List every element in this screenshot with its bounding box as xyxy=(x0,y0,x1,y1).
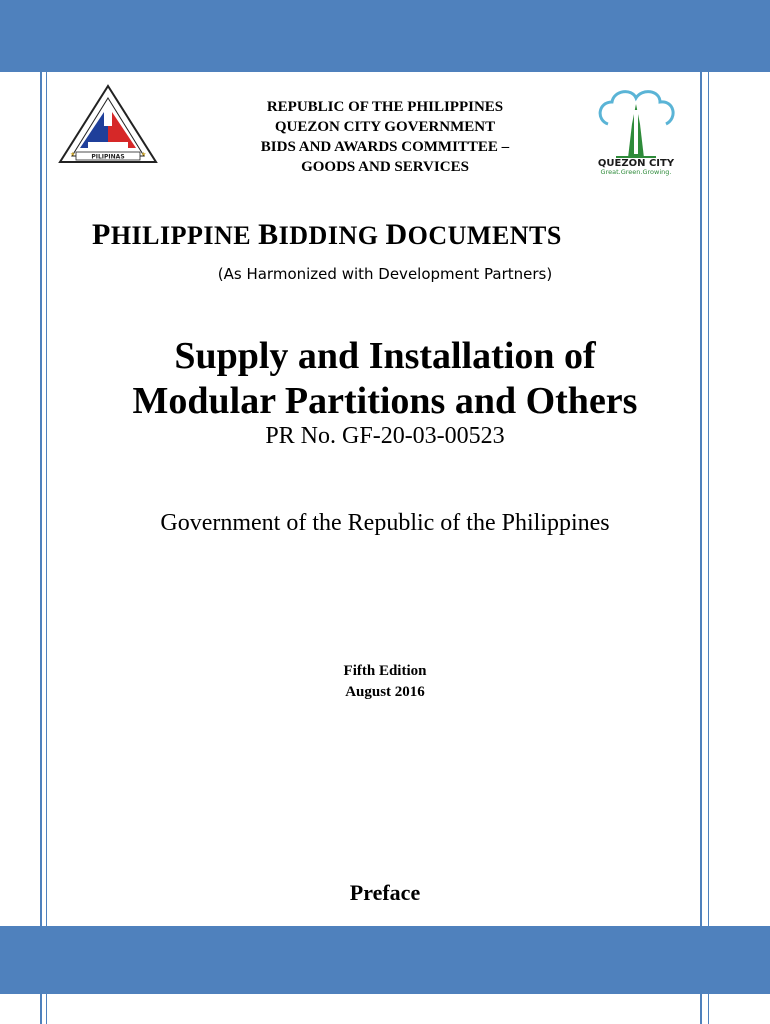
header-line-government: QUEZON CITY GOVERNMENT xyxy=(274,119,496,135)
issuing-office-header xyxy=(200,97,570,177)
edition-info xyxy=(0,661,770,703)
header-line-republic: REPUBLIC OF THE PHILIPPINES xyxy=(266,99,504,115)
top-banner xyxy=(0,0,770,72)
section-heading-preface: Preface xyxy=(349,880,421,905)
project-title-line-1: Supply and Installation of xyxy=(174,335,596,377)
bottom-banner xyxy=(0,926,770,994)
quezon-city-seal-logo xyxy=(58,84,158,166)
government-name: Government of the Republic of the Philippines xyxy=(160,510,610,536)
doc-type-cap-1: P xyxy=(92,218,111,251)
qc-logo-name: QUEZON CITY xyxy=(597,158,675,169)
project-title xyxy=(0,334,770,424)
doc-type-rest-3: OCUMENTS xyxy=(407,221,562,250)
header-line-division: GOODS AND SERVICES xyxy=(301,159,469,175)
header-line-committee: BIDS AND AWARDS COMMITTEE – xyxy=(260,139,510,155)
document-subtitle: (As Harmonized with Development Partners) xyxy=(217,265,553,283)
quezon-city-brand-logo xyxy=(586,84,686,176)
seal-bottom-text: PILIPINAS xyxy=(91,153,125,161)
document-type-heading xyxy=(92,218,562,252)
edition-date: August 2016 xyxy=(345,684,425,700)
purchase-request-number: PR No. GF-20-03-00523 xyxy=(265,423,505,449)
doc-type-rest-1: HILIPPINE xyxy=(110,221,259,250)
edition-label: Fifth Edition xyxy=(343,663,427,679)
qc-logo-tagline: Great.Green.Growing. xyxy=(600,168,672,176)
seal-star-left-icon: ★ xyxy=(70,151,76,158)
seal-star-right-icon: ★ xyxy=(141,151,147,158)
doc-type-cap-2: B xyxy=(258,218,279,251)
doc-type-cap-3: D xyxy=(385,218,408,251)
doc-type-rest-2: IDDING xyxy=(278,221,386,250)
project-title-line-2: Modular Partitions and Others xyxy=(132,380,638,422)
